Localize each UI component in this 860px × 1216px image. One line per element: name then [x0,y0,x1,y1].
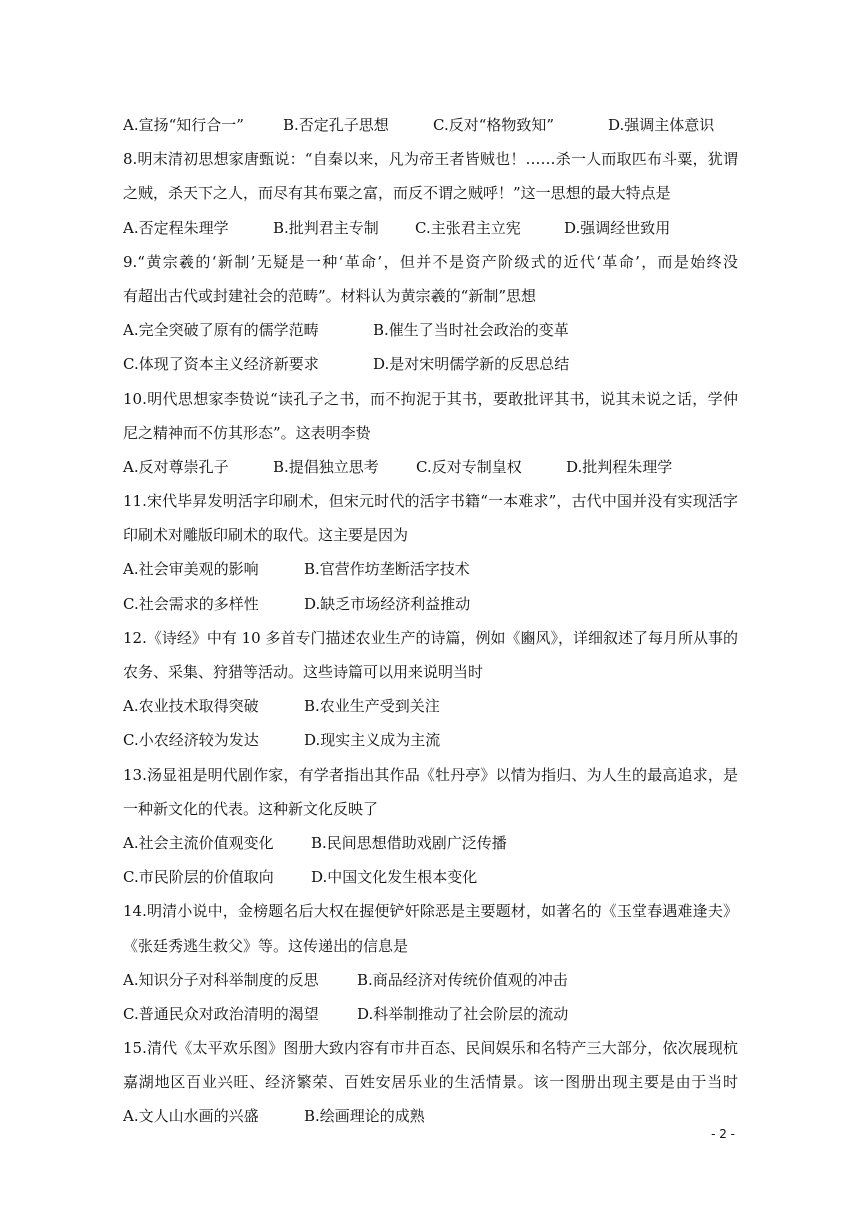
q12-option-c: C.小农经济较为发达 [123,731,259,750]
q8-option-c: C.主张君主立宪 [415,218,521,237]
q11-option-d: D.缺乏市场经济利益推动 [304,594,471,613]
q7-option-b: B.否定孔子思想 [283,116,389,134]
q11-option-c: C.社会需求的多样性 [123,594,259,613]
q14-stem-line-2: 《张廷秀逃生救父》等。这传递出的信息是 [123,936,409,955]
q7-option-a: A.宣扬“知行合一” [123,116,244,134]
q13-options-row-1 [123,826,738,860]
q9-stem-line-1: 9.“黄宗羲的‘新制’无疑是一种‘革命’，但并不是资产阶级式的近代‘革命’，而是始终没 [123,252,738,271]
q10-option-c: C.反对专制皇权 [416,457,522,476]
q15-option-b: B.绘画理论的成熟 [304,1107,425,1126]
q14-option-b: B.商品经济对传统价值观的冲击 [357,970,568,989]
q9-option-a: A.完全突破了原有的儒学范畴 [123,321,319,340]
q13-stem-line-1: 13.汤显祖是明代剧作家，有学者指出其作品《牡丹亭》以情为指归、为人生的最高追求，是 [123,765,738,784]
q12-option-a: A.农业技术取得突破 [123,697,259,716]
q15-stem-line-1: 15.清代《太平欢乐图》图册大致内容有市井百态、民间娱乐和名特产三大部分，依次展现杭 [123,1039,738,1058]
q12-stem-line-1: 12.《诗经》中有 10 多首专门描述农业生产的诗篇，例如《豳风》，详细叙述了每月所从事的 [123,628,738,647]
q8-stem-line-1: 8.明末清初思想家唐甄说：“自秦以来，凡为帝王者皆贼也！……杀一人而取匹布斗粟，犹谓 [123,150,738,169]
q11-option-a: A.社会审美观的影响 [123,560,259,579]
q7-option-c: C.反对“格物致知” [433,116,555,134]
q11-stem-line-2: 印刷术对雕版印刷术的取代。这主要是因为 [123,526,409,545]
q14-option-d: D.科举制推动了社会阶层的流动 [357,1004,569,1023]
q12-options-row-1 [123,689,738,723]
q14-option-a: A.知识分子对科举制度的反思 [123,970,319,989]
q7-options [123,108,738,142]
q8-option-d: D.强调经世致用 [564,218,671,237]
q7-option-d: D.强调主体意识 [608,116,715,134]
q14-option-c: C.普通民众对政治清明的渴望 [123,1004,319,1023]
q10-stem-line-2: 尼之精神而不仿其形态”。这表明李贽 [123,423,371,442]
q15-option-a: A.文人山水画的兴盛 [123,1107,259,1126]
q9-option-d: D.是对宋明儒学新的反思总结 [373,355,570,374]
question-list [123,108,738,1134]
q10-option-d: D.批判程朱理学 [566,457,673,476]
q11-stem-line-1: 11.宋代毕昇发明活字印刷术，但宋元时代的活字书籍“一本难求”，古代中国并没有实现活字 [123,492,738,511]
q9-options-row-2 [123,347,738,381]
q10-option-a: A.反对尊崇孔子 [123,457,229,476]
q10-option-b: B.提倡独立思考 [273,457,379,476]
q13-option-a: A.社会主流价值观变化 [123,833,274,852]
q11-options-row-2 [123,587,738,621]
q14-stem-line-1: 14.明清小说中，金榜题名后大权在握便铲奸除恶是主要题材，如著名的《玉堂春遇难逢夫》 [123,902,738,921]
q13-option-d: D.中国文化发生根本变化 [311,868,478,887]
q9-options-row-1 [123,313,738,347]
q15-options-row-1 [123,1099,738,1133]
q12-option-b: B.农业生产受到关注 [304,697,440,716]
q11-options-row-1 [123,552,738,586]
q15-stem-line-2: 嘉湖地区百业兴旺、经济繁荣、百姓安居乐业的生活情景。该一图册出现主要是由于当时 [123,1073,738,1092]
q8-option-a: A.否定程朱理学 [123,218,229,237]
q11-option-b: B.官营作坊垄断活字技术 [304,560,470,579]
q12-stem-line-2: 农务、采集、狩猎等活动。这些诗篇可以用来说明当时 [123,663,484,681]
q8-stem-line-2: 之贼，杀天下之人，而尽有其布粟之富，而反不谓之贼呼！”这一思想的最大特点是 [123,184,671,203]
q13-stem-line-2: 一种新文化的代表。这种新文化反映了 [123,799,379,818]
q13-option-c: C.市民阶层的价值取向 [123,868,274,887]
q14-options-row-1 [123,963,738,997]
q9-option-b: B.催生了当时社会政治的变革 [373,321,569,340]
q12-option-d: D.现实主义成为主流 [304,731,441,750]
q9-stem-line-2: 有超出古代或封建社会的范畴”。材料认为黄宗羲的“新制”思想 [123,286,537,305]
page-number: - 2 - [711,1127,735,1141]
q10-stem-line-1: 10.明代思想家李贽说“读孔子之书，而不拘泥于其书，要敢批评其书，说其未说之话，学仲 [123,389,738,408]
q9-option-c: C.体现了资本主义经济新要求 [123,355,319,374]
q13-option-b: B.民间思想借助戏剧广泛传播 [311,833,507,852]
q13-options-row-2 [123,860,738,894]
q14-options-row-2 [123,997,738,1031]
q12-options-row-2 [123,723,738,757]
q8-option-b: B.批判君主专制 [273,218,379,237]
q10-options [123,450,738,484]
q8-options [123,211,738,245]
